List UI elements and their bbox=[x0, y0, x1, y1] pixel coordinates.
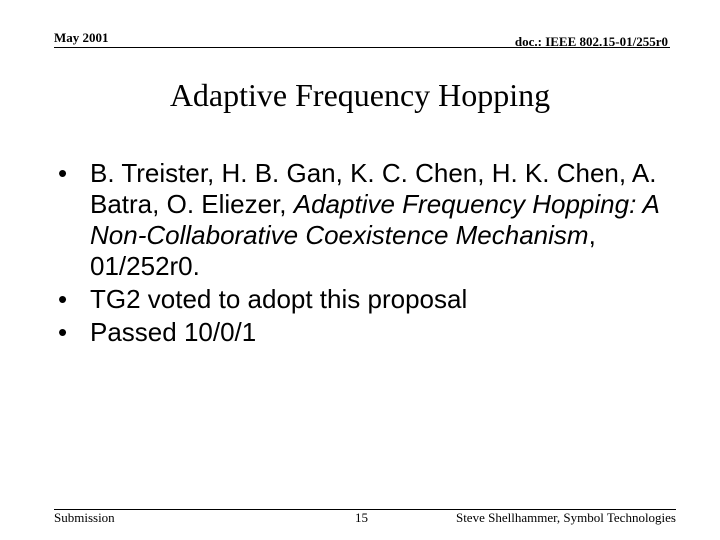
bullet-icon: • bbox=[58, 284, 68, 314]
bullet-icon: • bbox=[58, 158, 68, 188]
reference-suffix: , 01/252r0. bbox=[90, 220, 596, 281]
bullet-text: TG2 voted to adopt this proposal bbox=[90, 284, 468, 314]
reference-paper-title: Adaptive Frequency Hopping: A Non-Collaborative Coexistence Mechanism bbox=[90, 189, 659, 250]
bullet-text: Passed 10/0/1 bbox=[90, 317, 257, 347]
footer-author: Steve Shellhammer, Symbol Technologies bbox=[455, 510, 676, 525]
footer-submission: Submission bbox=[54, 510, 115, 525]
footer-page-number: 15 bbox=[355, 510, 368, 525]
header-doc-id: doc.: IEEE 802.15-01/255r0 bbox=[514, 34, 668, 49]
header-date: May 2001 bbox=[54, 30, 109, 45]
bullet-item-vote bbox=[58, 284, 698, 315]
slide-title: Adaptive Frequency Hopping bbox=[169, 77, 551, 113]
bullet-icon: • bbox=[58, 317, 68, 347]
bullet-item-reference bbox=[58, 158, 698, 282]
header-divider bbox=[54, 47, 670, 48]
bullet-list bbox=[58, 158, 698, 348]
bullet-item-passed bbox=[58, 317, 698, 348]
reference-authors: B. Treister, H. B. Gan, K. C. Chen, H. K. Chen, A. Batra, O. Eliezer, bbox=[90, 158, 657, 219]
